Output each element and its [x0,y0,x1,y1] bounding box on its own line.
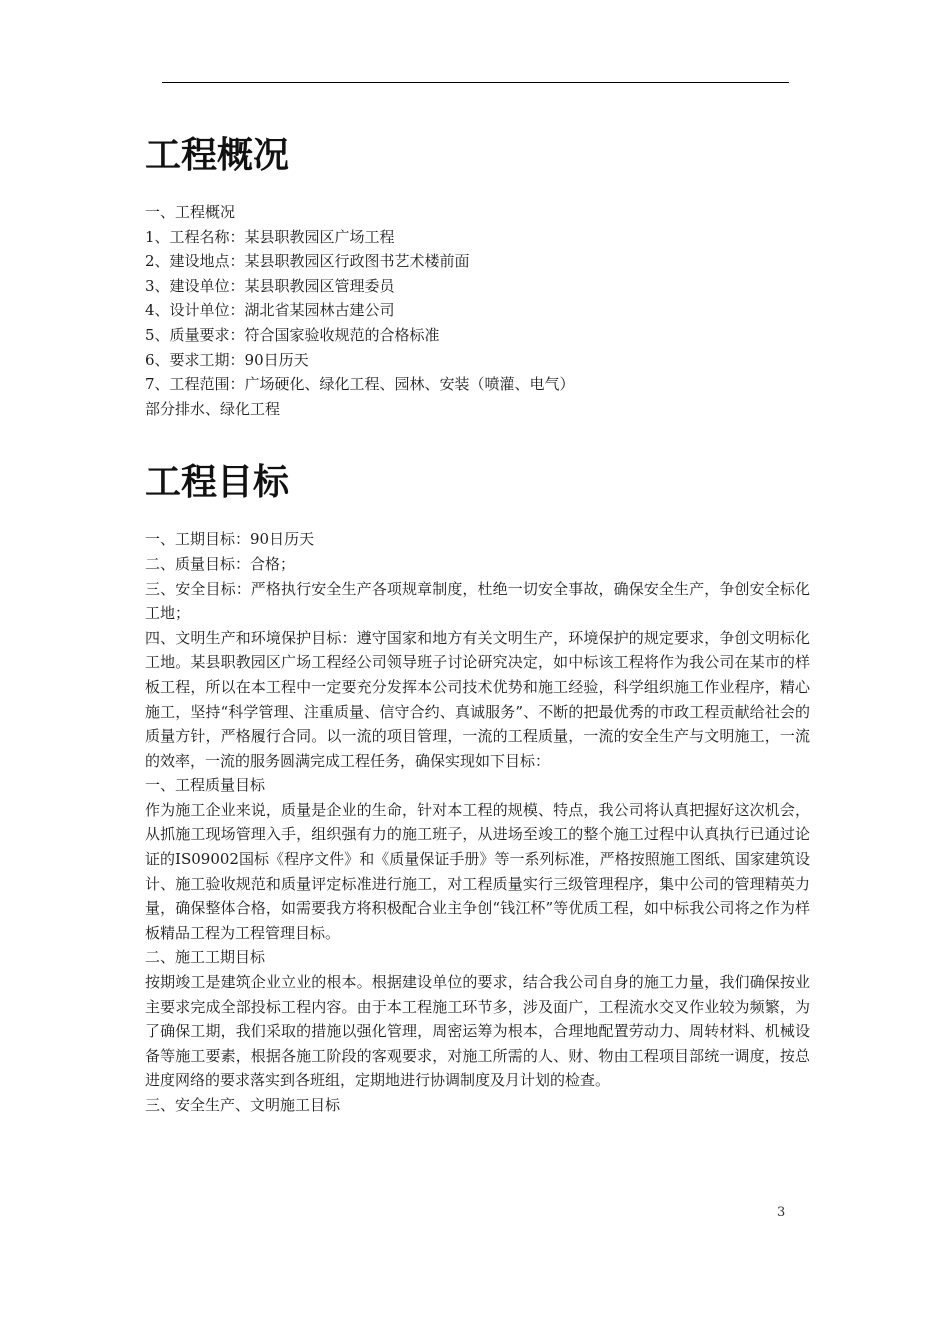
overview-line: 6、要求工期：90日历天 [145,350,309,369]
goals-paragraph: 一、工程质量目标 [145,776,266,795]
overview-line: 1、工程名称：某县职教园区广场工程 [145,227,395,246]
goals-paragraph: 二、质量目标：合格； [145,554,296,573]
overview-line: 7、工程范围：广场硬化、绿化工程、园林、安装（喷灌、电气） [145,375,575,394]
section-title-goals: 工程目标 [145,462,290,504]
overview-line: 2、建设地点：某县职教园区行政图书艺术楼前面 [145,252,470,271]
goals-paragraph: 作为施工企业来说，质量是企业的生命，针对本工程的规模、特点，我公司将认真把握好这次机会，从抓施工现场管理入手，组织强有力的施工班子，从进场至竣工的整个施工过程中认真执行已通过论证的IS09002国标《程序文件》和《质量保证手册》等一系列标准，严格按照施工图纸、国家建筑设计、施工验收规范和质量评定标准进行施工，对工程质量实行三级管理程序，集中公司的管理精英力量，确保整体合格，如需要我方将积极配合业主争创“钱江杯”等优质工程，如中标我公司将之作为样板精品工程为工程管理目标。 [145,800,810,942]
header-rule [162,82,789,83]
goals-paragraph: 按期竣工是建筑企业立业的根本。根据建设单位的要求，结合我公司自身的施工力量，我们确保按业主要求完成全部投标工程内容。由于本工程施工环节多，涉及面广，工程流水交叉作业较为频繁，为了确保工期，我们采取的措施以强化管理，周密运筹为根本，合理地配置劳动力、周转材料、机械设备等施工要素，根据各施工阶段的客观要求，对施工所需的人、财、物由工程项目部统一调度，按总进度网络的要求落实到各班组，定期地进行协调制度及月计划的检查。 [145,973,810,1090]
overview-line: 一、工程概况 [145,203,236,221]
goals-body [145,527,810,1117]
overview-line: 部分排水、绿化工程 [145,399,281,418]
overview-line: 5、质量要求：符合国家验收规范的合格标准 [145,325,440,344]
goals-paragraph: 一、工期目标：90日历天 [145,530,315,549]
section-title-overview: 工程概况 [145,135,290,176]
goals-paragraph: 二、施工工期目标 [145,948,266,967]
goals-paragraph: 四、文明生产和环境保护目标：遵守国家和地方有关文明生产，环境保护的规定要求，争创文明标化工地。某县职教园区广场工程经公司领导班子讨论研究决定，如中标该工程将作为我公司在某市的样板工程，所以在本工程中一定要充分发挥本公司技术优势和施工经验，科学组织施工作业程序，精心施工，坚持“科学管理、注重质量、信守合约、真诚服务”、不断的把最优秀的市政工程贡献给社会的质量方针，严格履行合同。以一流的项目管理，一流的工程质量，一流的安全生产与文明施工，一流的效率，一流的服务圆满完成工程任务，确保实现如下目标： [145,628,810,770]
overview-list [145,200,810,421]
goals-paragraph: 三、安全生产、文明施工目标 [145,1096,341,1114]
overview-line: 3、建设单位：某县职教园区管理委员 [145,276,395,295]
document-body [145,120,810,1118]
overview-line: 4、设计单位：湖北省某园林古建公司 [145,301,395,320]
goals-paragraph: 三、安全目标：严格执行安全生产各项规章制度，杜绝一切安全事故，确保安全生产，争创安全标化工地； [145,579,810,623]
page-number: 3 [777,1205,786,1220]
